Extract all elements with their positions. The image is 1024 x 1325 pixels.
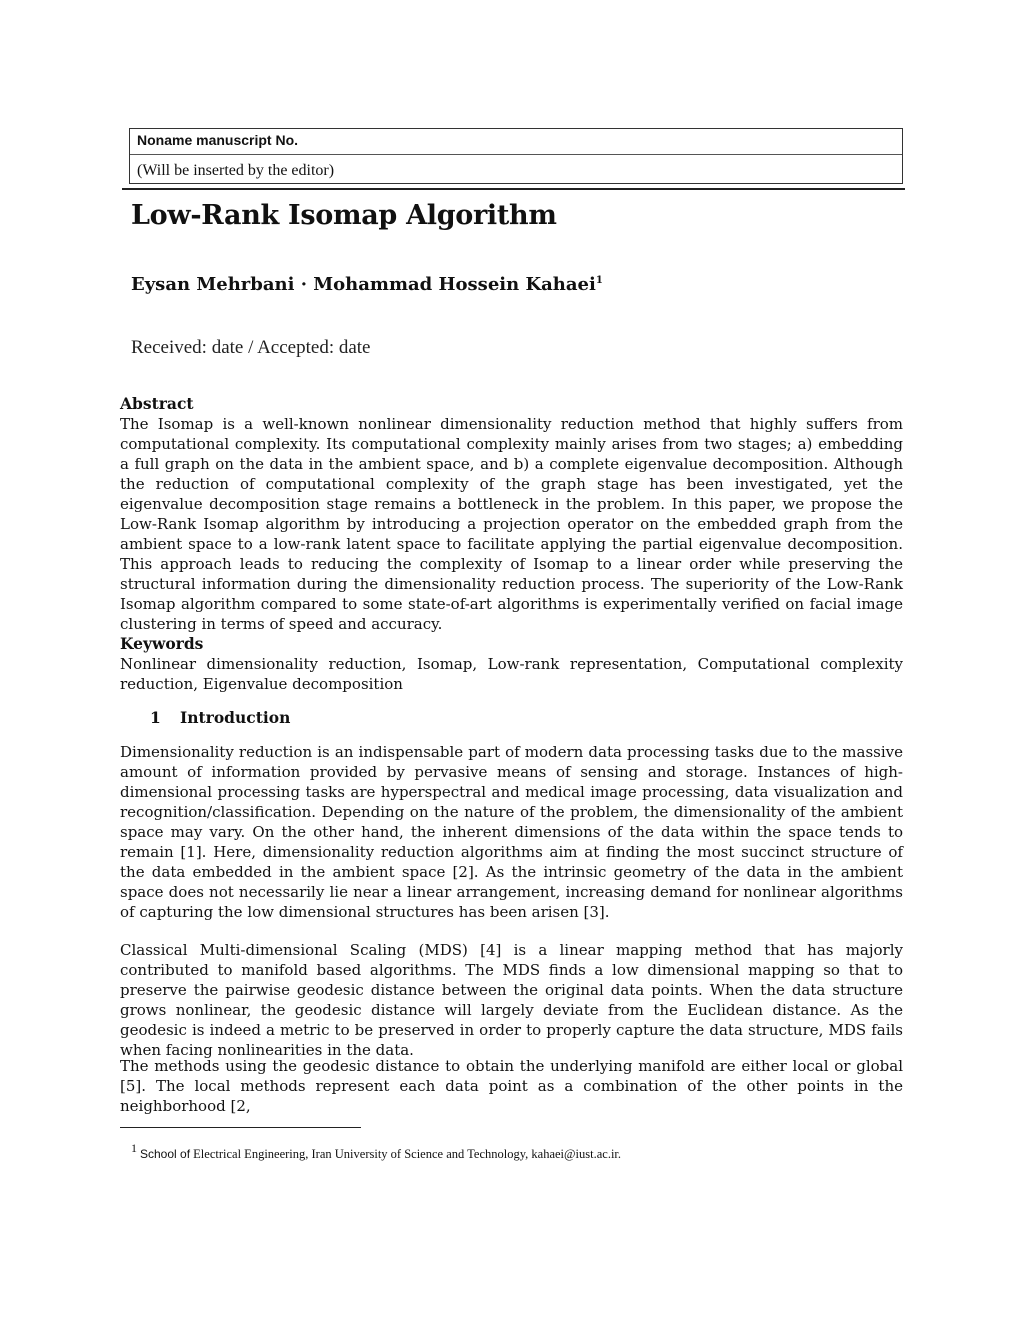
manuscript-header-box xyxy=(129,128,903,184)
section-title: Introduction xyxy=(180,708,291,727)
intro-paragraph-2 xyxy=(120,940,903,1060)
editor-note: (Will be inserted by the editor) xyxy=(137,162,335,179)
author-line xyxy=(131,274,603,295)
header-rule xyxy=(122,188,905,190)
footnote-mark: 1 xyxy=(131,1141,137,1155)
footnote-rule xyxy=(120,1127,361,1128)
header-divider xyxy=(130,154,902,155)
section-heading-introduction xyxy=(150,708,290,727)
author-footnote-mark: 1 xyxy=(595,275,603,286)
received-accepted-line: Received: date / Accepted: date xyxy=(131,337,371,358)
abstract-section xyxy=(120,394,903,634)
author-names: Eysan Mehrbani · Mohammad Hossein Kahaei xyxy=(131,274,596,295)
footnote-affiliation: Electrical Engineering, Iran University of Science and Technology, kahaei@iust.ac.ir. xyxy=(193,1147,622,1161)
paragraph-text: Classical Multi-dimensional Scaling (MDS) [4] is a linear mapping method that has majorly contributed to manifold based algorithms. The MDS finds a low dimensional mapping so that to preserve the pairwise geodesic distance between the original data points. When the data structure grows nonlinear, the geodesic distance will largely deviate from the Euclidean distance. As the geodesic is indeed a metric to be preserved in order to properly capture the data structure, MDS fails when facing nonlinearities in the data. xyxy=(120,941,903,1059)
paper-title: Low-Rank Isomap Algorithm xyxy=(131,200,557,231)
paragraph-text: The methods using the geodesic distance to obtain the underlying manifold are either local or global [5]. The local methods represent each data point as a combination of the other points in the neighborhood [2, xyxy=(120,1057,903,1115)
abstract-heading: Abstract xyxy=(120,394,194,413)
keywords-heading: Keywords xyxy=(120,634,204,653)
intro-paragraph-1 xyxy=(120,742,903,922)
footnote xyxy=(131,1141,622,1162)
manuscript-number: Noname manuscript No. xyxy=(137,132,299,148)
intro-paragraph-3 xyxy=(120,1056,903,1116)
keywords-section xyxy=(120,634,903,694)
paragraph-text: Dimensionality reduction is an indispensable part of modern data processing tasks due to the massive amount of information provided by pervasive means of sensing and storage. Instances of high-dimensional processing tasks are hyperspectral and medical image processing, data visualization and recognition/classification. Depending on the nature of the problem, the dimensionality of the ambient space may vary. On the other hand, the inherent dimensions of the data within the space tends to remain [1]. Here, dimensionality reduction algorithms aim at finding the most succinct structure of the data embedded in the ambient space [2]. As the intrinsic geometry of the data in the ambient space does not necessarily lie near a linear arrangement, increasing demand for nonlinear algorithms of capturing the low dimensional structures has been arisen [3]. xyxy=(120,743,903,921)
section-number: 1 xyxy=(150,708,161,727)
keywords-text: Nonlinear dimensionality reduction, Isomap, Low-rank representation, Computational complexity reduction, Eigenvalue decomposition xyxy=(120,655,903,693)
footnote-school: School of xyxy=(140,1147,191,1161)
abstract-text: The Isomap is a well-known nonlinear dimensionality reduction method that highly suffers from computational complexity. Its computational complexity mainly arises from two stages; a) embedding a full graph on the data in the ambient space, and b) a complete eigenvalue decomposition. Although the reduction of computational complexity of the graph stage has been investigated, yet the eigenvalue decomposition stage remains a bottleneck in the problem. In this paper, we propose the Low-Rank Isomap algorithm by introducing a projection operator on the embedded graph from the ambient space to a low-rank latent space to facilitate applying the partial eigenvalue decomposition. This approach leads to reducing the complexity of Isomap to a linear order while preserving the structural information during the dimensionality reduction process. The superiority of the Low-Rank Isomap algorithm compared to some state-of-art algorithms is experimentally verified on facial image clustering in terms of speed and accuracy. xyxy=(120,415,903,633)
